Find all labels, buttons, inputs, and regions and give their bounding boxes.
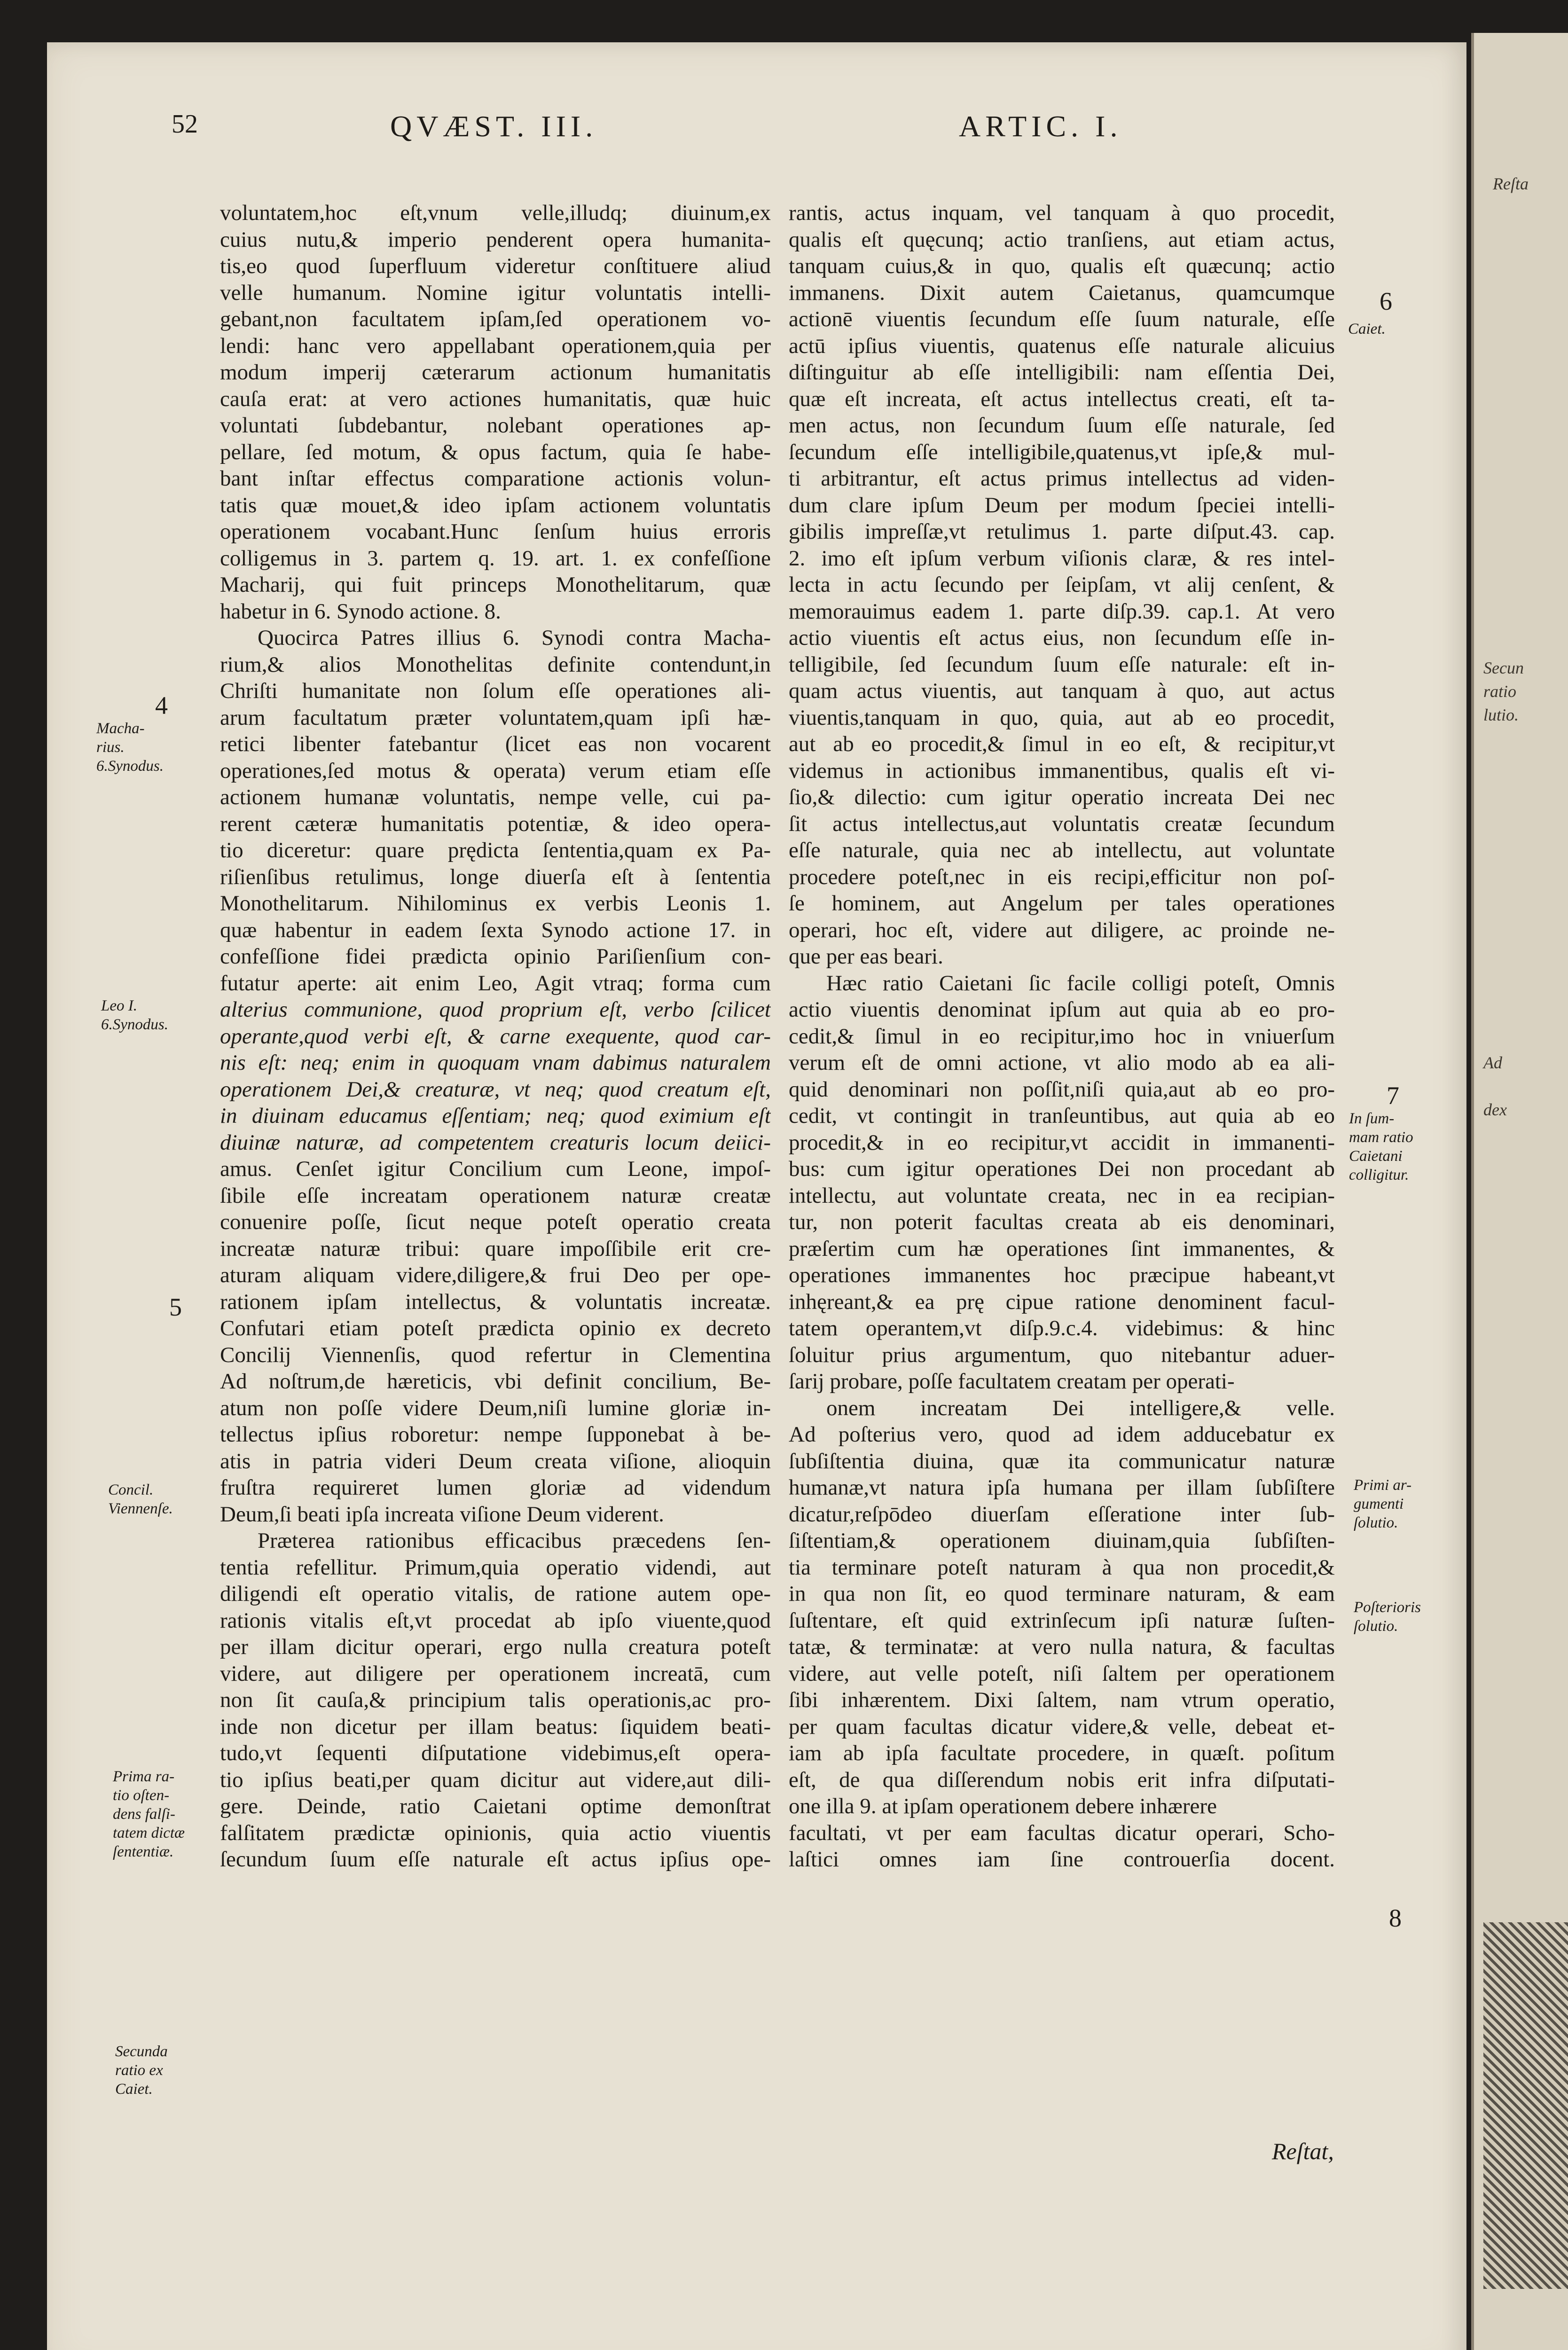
facing-fragment: Reſta — [1493, 174, 1529, 193]
running-head-right: ARTIC. I. — [959, 110, 1122, 143]
text-line: inde non dicetur per illam beatus: ſiquidem beati- — [220, 1714, 771, 1739]
facing-fragment: Secun — [1483, 658, 1524, 677]
text-line: operante,quod verbi eſt, & carne exequente, quod car- — [220, 1024, 771, 1049]
text-line: modum imperij cæterarum actionum humanitatis — [220, 360, 771, 384]
text-line: facultati, vt per eam facultas dicatur operari, Scho- — [789, 1820, 1335, 1845]
text-line: riſienſibus retulimus, longe diuerſa eſt à ſententia — [220, 864, 771, 889]
text-line: procedere poteſt,nec in eis recipi,efficitur non poſ- — [789, 864, 1335, 889]
text-line: ſibi inhærentem. Dixi ſaltem, nam vtrum operatio, — [789, 1688, 1335, 1712]
text-line: ſit actus intellectus,aut voluntatis creatæ ſecundum — [789, 811, 1335, 836]
margin-note: Macha- rius. 6.Synodus. — [96, 720, 164, 775]
text-line: quam actus viuentis, aut tanquam à quo, aut actus — [789, 679, 1335, 703]
text-line: dum clare ipſum Deum per modum ſpeciei intelli- — [789, 493, 1335, 517]
text-line: eſſe naturale, quia nec ab intellectu, aut voluntate — [789, 838, 1335, 862]
paragraph-number: 6 — [1380, 287, 1392, 315]
facing-fragment: dex — [1483, 1100, 1507, 1119]
text-line: rationis vitalis eſt,vt procedat ab ipſo viuente,quod — [220, 1608, 771, 1633]
text-line: Monothelitarum. Nihilominus ex verbis Leonis 1. — [220, 891, 771, 916]
text-line: laſtici omnes iam ſine controuerſia docent. — [789, 1847, 1335, 1872]
catchword: Reſtat, — [1272, 2138, 1334, 2164]
text-line: diligendi eſt operatio vitalis, de ratione autem ope- — [220, 1582, 771, 1606]
text-line: fruſtra requireret lumen gloriæ ad videndum — [220, 1475, 771, 1500]
paragraph-number: 4 — [155, 691, 168, 720]
text-line: ſubſiſtentia diuina, quæ ita communicatur naturæ — [789, 1449, 1335, 1473]
text-line: Præterea rationibus efficacibus præcedens ſen- — [258, 1528, 771, 1553]
facing-fragment: Ad — [1483, 1053, 1502, 1072]
paragraph-number: 7 — [1387, 1081, 1399, 1110]
text-line: Hæc ratio Caietani ſic facile colligi poteſt, Omnis — [826, 971, 1335, 995]
text-line: iam ab ipſa facultate procedere, in quæſt. poſitum — [789, 1741, 1335, 1765]
text-line: viuentis,tanquam in quo, quia, aut ab eo procedit, — [789, 705, 1335, 730]
text-line: gere. Deinde, ratio Caietani optime demonſtrat — [220, 1794, 771, 1818]
text-line: ſarij probare, poſſe facultatem creatam per operati- — [789, 1369, 1235, 1394]
facing-page-edge — [1471, 33, 1568, 2350]
margin-note: Poſterioris ſolutio. — [1354, 1599, 1421, 1635]
text-line: rantis, actus inquam, vel tanquam à quo procedit, — [789, 201, 1335, 225]
text-line: habetur in 6. Synodo actione. 8. — [220, 599, 501, 624]
text-line: conuenire poſſe, ſicut neque poteſt operatio creata — [220, 1210, 771, 1234]
text-line: Confutari etiam poteſt prædicta opinio ex decreto — [220, 1316, 771, 1340]
text-line: præſertim cum hæ operationes ſint immanentes, & — [789, 1236, 1335, 1261]
text-line: lecta in actu ſecundo per ſeipſam, vt alij cenſent, & — [789, 572, 1335, 597]
text-line: rium,& alios Monothelitas definite contendunt,in — [220, 652, 771, 677]
text-line: aut ab eo procedit,& ſimul in eo eſt, & recipitur,vt — [789, 732, 1335, 756]
text-line: futatur aperte: ait enim Leo, Agit vtraq; forma cum — [220, 971, 771, 995]
left-text-column — [220, 200, 771, 1873]
text-line: eſt, de qua diſſerendum nobis erit infra diſputati- — [789, 1767, 1335, 1792]
text-line: per illam dicitur operari, ergo nulla creatura poteſt — [220, 1635, 771, 1659]
text-line: in diuinam educamus eſſentiam; neq; quod eximium eſt — [220, 1104, 771, 1128]
text-line: gebant,non facultatem ipſam,ſed operationem vo- — [220, 307, 771, 331]
text-line: cauſa erat: at vero actiones humanitatis, quæ huic — [220, 386, 771, 411]
text-line: cuius nutu,& imperio penderent opera humanita- — [220, 227, 771, 252]
text-line: bant inſtar effectus comparatione actionis volun- — [220, 466, 771, 491]
text-line: diſtinguitur ab eſſe intelligibili: nam eſſentia Dei, — [789, 360, 1335, 384]
text-line: procedit,& in eo recipitur,vt accidit in immanenti- — [789, 1130, 1335, 1155]
text-line: videre, aut diligere per operationem increatā, cum — [220, 1661, 771, 1686]
text-line: ſuſtentare, eſt quid extrinſecum ipſi naturæ ſuſten- — [789, 1608, 1335, 1633]
text-line: Quocirca Patres illius 6. Synodi contra Macha- — [258, 626, 771, 650]
facing-fragment: lutio. — [1483, 705, 1519, 724]
text-line: falſitatem prædictæ opinionis, quia actio viuentis — [220, 1820, 771, 1845]
running-head-left: QVÆST. III. — [390, 110, 598, 143]
text-line: operationes immanentes hoc præcipue habeant,vt — [789, 1263, 1335, 1287]
text-line: pellare, ſed motum, & opus factum, quia ſe habe- — [220, 439, 771, 464]
text-line: verum eſt de omni actione, vt alio modo ab ea ali- — [789, 1050, 1335, 1075]
text-line: tellectus ipſius roboretur: nempe ſupponebat à be- — [220, 1422, 771, 1447]
text-line: dicatur,reſpōdeo diuerſam eſſeratione inter ſub- — [789, 1502, 1335, 1527]
margin-note: Concil. Viennenſe. — [108, 1481, 173, 1517]
paragraph-number: 8 — [1389, 1904, 1402, 1932]
text-line: ſecundum eſſe intelligibile,quatenus,vt ipſe,& mul- — [789, 439, 1335, 464]
text-line: actū ipſius viuentis, quatenus eſſe naturale alicuius — [789, 333, 1335, 358]
text-line: diuinæ naturæ, ad competentem creaturis locum deiici- — [220, 1130, 771, 1155]
text-line: tudo,vt ſequenti diſputatione videbimus,eſt opera- — [220, 1741, 771, 1765]
text-line: humanæ,vt natura ipſa humana per illam ſubſiſtere — [789, 1475, 1335, 1500]
text-line: per quam facultas dicatur videre,& velle, debeat et- — [789, 1714, 1335, 1739]
text-line: videmus in actionibus immanentibus, qualis eſt vi- — [789, 758, 1335, 783]
text-line: atum non poſſe videre Deum,niſi lumine gloriæ in- — [220, 1395, 771, 1420]
margin-note: Leo I. 6.Synodus. — [101, 997, 168, 1033]
text-line: actio viuentis eſt actus eius, non ſecundum eſſe in- — [789, 626, 1335, 650]
text-line: tatem operantem,vt diſp.9.c.4. videbimus: & hinc — [789, 1316, 1335, 1340]
text-line: quæ eſt increata, eſt actus intellectus creati, eſt ta- — [789, 386, 1335, 411]
text-line: ſibile eſſe increatam operationem naturæ creatæ — [220, 1183, 771, 1208]
text-line: qualis eſt quęcunq; actio tranſiens, aut etiam actus, — [789, 227, 1335, 252]
text-line: quæ habentur in eadem ſexta Synodo actione 17. in — [220, 917, 771, 942]
page-number: 52 — [172, 110, 198, 139]
margin-note: Primi ar- gumenti ſolutio. — [1354, 1477, 1412, 1531]
text-line: Deum,ſi beati ipſa increata viſione Deum viderent. — [220, 1502, 664, 1527]
text-line: tatæ, & terminatæ: at vero nulla natura, & facultas — [789, 1635, 1335, 1659]
woodcut-image — [1483, 1922, 1568, 2289]
text-line: operationes,ſed motus & operata) verum etiam eſſe — [220, 758, 771, 783]
text-line: men actus, non ſecundum ſuum eſſe naturale, ſed — [789, 413, 1335, 438]
margin-note: In ſum- mam ratio Caietani colligitur. — [1349, 1110, 1413, 1183]
text-line: tio ipſius beati,per quam dicitur aut videre,aut dili- — [220, 1767, 771, 1792]
text-line: ti arbitrantur, eſt actus primus intellectus ad viden- — [789, 466, 1335, 491]
text-line: voluntati ſubdebantur, nolebant operationes ap- — [220, 413, 771, 438]
text-line: videre, aut velle poteſt, niſi ſaltem per operationem — [789, 1661, 1335, 1686]
text-line: tanquam cuius,& in quo, qualis eſt quæcunq; actio — [789, 254, 1335, 278]
text-line: confeſſione fidei prædicta opinio Pariſienſium con- — [220, 944, 771, 969]
margin-note: Secunda ratio ex Caiet. — [115, 2043, 168, 2098]
text-line: gibilis impreſſæ,vt retulimus 1. parte diſput.43. cap. — [789, 519, 1335, 544]
text-line: atis in patria videri Deum creata viſione, alioquin — [220, 1449, 771, 1473]
text-line: cedit, vt contingit in tranſeuntibus, aut quia ab eo — [789, 1104, 1335, 1128]
text-line: non ſit cauſa,& principium talis operationis,ac pro- — [220, 1688, 771, 1712]
text-line: operari, hoc eſt, videre aut diligere, ac proinde ne- — [789, 917, 1335, 942]
text-line: que per eas beari. — [789, 944, 943, 969]
text-line: operationem Dei,& creaturæ, vt neq; quod creatum eſt, — [220, 1077, 771, 1102]
text-line: bus: cum igitur operationes Dei non procedant ab — [789, 1157, 1335, 1181]
text-line: alterius communione, quod proprium eſt, verbo ſcilicet — [220, 997, 771, 1022]
text-line: rerent cæteræ humanitatis potentiæ, & ideo opera- — [220, 811, 771, 836]
text-line: Concilij Viennenſis, quod refertur in Clementina — [220, 1342, 771, 1367]
text-line: tio diceretur: quare prędicta ſententia,quam ex Pa- — [220, 838, 771, 862]
text-line: ſoluitur prius argumentum, quo nitebantur aduer- — [789, 1342, 1335, 1367]
text-line: ſio,& dilectio: cum igitur operatio increata Dei nec — [789, 785, 1335, 809]
text-line: intellectu, aut voluntate creata, nec in ea recipian- — [789, 1183, 1335, 1208]
text-line: operationem vocabant.Hunc ſenſum huius erroris — [220, 519, 771, 544]
text-line: immanens. Dixit autem Caietanus, quamcumque — [789, 280, 1335, 305]
text-line: nis eſt: neq; enim in quoquam vnam dabimus naturalem — [220, 1050, 771, 1075]
text-line: ſe hominem, aut Angelum per tales operationes — [789, 891, 1335, 916]
text-line: ſiſtentiam,& operationem diuinam,quia ſubſiſten- — [789, 1528, 1335, 1553]
text-line: Ad noſtrum,de hæreticis, vbi definit concilium, Be- — [220, 1369, 771, 1394]
text-line: arum facultatum præter voluntatem,quam ipſi hæ- — [220, 705, 771, 730]
text-line: tentia refellitur. Primum,quia operatio videndi, aut — [220, 1555, 771, 1580]
text-line: onem increatam Dei intelligere,& velle. — [826, 1395, 1335, 1420]
text-line: quid denominari non poſſit,niſi quia,aut ab eo pro- — [789, 1077, 1335, 1102]
text-line: Chriſti humanitate non ſolum eſſe operationes ali- — [220, 679, 771, 703]
text-line: one illa 9. at ipſam operationem debere inhærere — [789, 1794, 1217, 1818]
text-line: retici libenter fatebantur (licet eas non vocarent — [220, 732, 771, 756]
text-line: tatis quæ mouet,& ideo ipſam actionem voluntatis — [220, 493, 771, 517]
text-line: Macharij, qui fuit princeps Monothelitarum, quæ — [220, 572, 771, 597]
text-line: rationem ipſam intellectus, & voluntatis increatæ. — [220, 1289, 771, 1314]
text-line: memorauimus eadem 1. parte diſp.39. cap.1. At vero — [789, 599, 1335, 624]
text-line: actionē viuentis ſecundum eſſe ſuum naturale, eſſe — [789, 307, 1335, 331]
paragraph-number: 5 — [169, 1293, 182, 1321]
right-text-column — [789, 200, 1335, 1873]
text-line: colligemus in 3. partem q. 19. art. 1. ex confeſſione — [220, 546, 771, 571]
text-line: lendi: hanc vero appellabant operationem,quia per — [220, 333, 771, 358]
text-line: voluntatem,hoc eſt,vnum velle,illudq; diuinum,ex — [220, 201, 771, 225]
margin-note: Caiet. — [1348, 321, 1386, 337]
text-line: in qua non ſit, eo quod terminare naturam, & eam — [789, 1582, 1335, 1606]
text-line: inhęreant,& ea prę cipue ratione denominent facul- — [789, 1289, 1335, 1314]
text-line: cedit,& ſimul in eo recipitur,imo hoc in vniuerſum — [789, 1024, 1335, 1049]
text-line: telligibile, ſed ſecundum ſuum eſſe naturale: eſt in- — [789, 652, 1335, 677]
facing-fragment: ratio — [1483, 682, 1517, 701]
text-line: velle humanum. Nomine igitur voluntatis intelli- — [220, 280, 771, 305]
text-line: tis,eo quod ſuperfluum videretur conſtituere aliud — [220, 254, 771, 278]
text-line: Ad poſterius vero, quod ad idem adducebatur ex — [789, 1422, 1335, 1447]
text-line: actio viuentis denominat ipſum aut quia ab eo pro- — [789, 997, 1335, 1022]
text-line: tur, non poterit facultas creata ab eis denominari, — [789, 1210, 1335, 1234]
text-line: aturam aliquam videre,diligere,& frui Deo per ope- — [220, 1263, 771, 1287]
text-line: increatæ naturæ tribui: quare impoſſibile erit cre- — [220, 1236, 771, 1261]
text-line: 2. imo eſt ipſum verbum viſionis claræ, & res intel- — [789, 546, 1335, 571]
text-line: amus. Cenſet igitur Concilium cum Leone, impoſ- — [220, 1157, 771, 1181]
text-line: ſecundum ſuum eſſe naturale eſt actus ipſius ope- — [220, 1847, 771, 1872]
text-line: tia terminare poteſt naturam à qua non procedit,& — [789, 1555, 1335, 1580]
margin-note: Prima ra- tio oſten- dens falſi- tatem dictæ ſententiæ. — [113, 1768, 185, 1860]
text-line: actionem humanæ voluntatis, nempe velle, cui pa- — [220, 785, 771, 809]
